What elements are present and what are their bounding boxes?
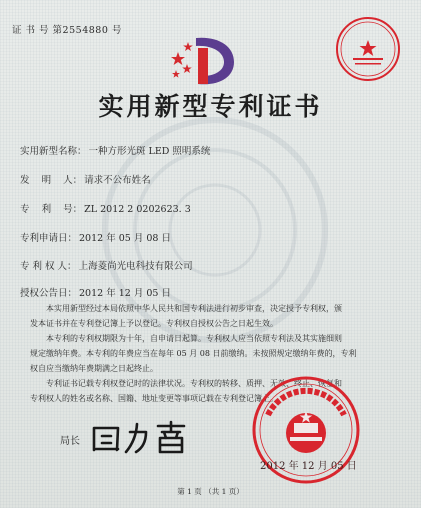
body-line: 专利证书记载专利权登记时的法律状况。专利权的转移、质押、无效、终止、恢复和	[46, 379, 342, 388]
page-footer: 第 1 页 （共 1 页）	[177, 487, 244, 496]
field-application-date	[20, 230, 171, 244]
body-line: 发本证书并在专利登记簿上予以登记。专利权自授权公告之日起生效。	[30, 319, 278, 328]
field-value: 请求不公布姓名	[84, 175, 151, 186]
certificate-number: 证 书 号 第2554880 号	[12, 25, 122, 36]
body-line: 本专利的专利权期限为十年，自申请日起算。专利权人应当依照专利法及其实施细则	[46, 334, 342, 343]
field-label: 发 明 人：	[20, 175, 83, 186]
certificate-title: 实用新型专利证书	[98, 92, 323, 121]
field-label: 专 利 号：	[20, 204, 83, 215]
director-label: 局长	[60, 436, 80, 447]
field-utility-model-name	[20, 143, 210, 157]
field-value: 2012 年 05 月 08 日	[79, 233, 171, 244]
director-signature	[84, 418, 204, 458]
field-label: 专 利 权 人：	[20, 261, 77, 272]
field-label: 授权公告日：	[20, 288, 78, 299]
field-value: 一种方形光斑 LED 照明系统	[88, 146, 211, 157]
field-value: 上海菱尚光电科技有限公司	[78, 261, 193, 272]
patent-office-logo	[168, 30, 238, 90]
body-line: 专利权人的姓名或名称、国籍、地址变更等事项记载在专利登记簿上。	[30, 394, 278, 403]
field-patentee	[20, 258, 193, 272]
field-label: 实用新型名称：	[20, 146, 87, 157]
field-inventor	[20, 172, 151, 186]
field-label: 专利申请日：	[20, 233, 78, 244]
field-value: ZL 2012 2 0202623. 3	[84, 204, 191, 215]
body-line: 权自应当缴纳年费期满之日起终止。	[30, 364, 158, 373]
seal-date: 2012 年 12 月 05 日	[260, 461, 357, 472]
field-patent-number	[20, 201, 191, 215]
body-line: 本实用新型经过本局依照中华人民共和国专利法进行初步审查，决定授予专利权，颁	[46, 304, 342, 313]
field-grant-date	[20, 285, 171, 299]
body-line: 规定缴纳年费。本专利的年费应当在每年 05 月 08 日前缴纳。未按照规定缴纳年费的，专利	[30, 349, 357, 358]
field-value: 2012 年 12 月 05 日	[79, 288, 171, 299]
top-right-seal	[333, 14, 403, 84]
